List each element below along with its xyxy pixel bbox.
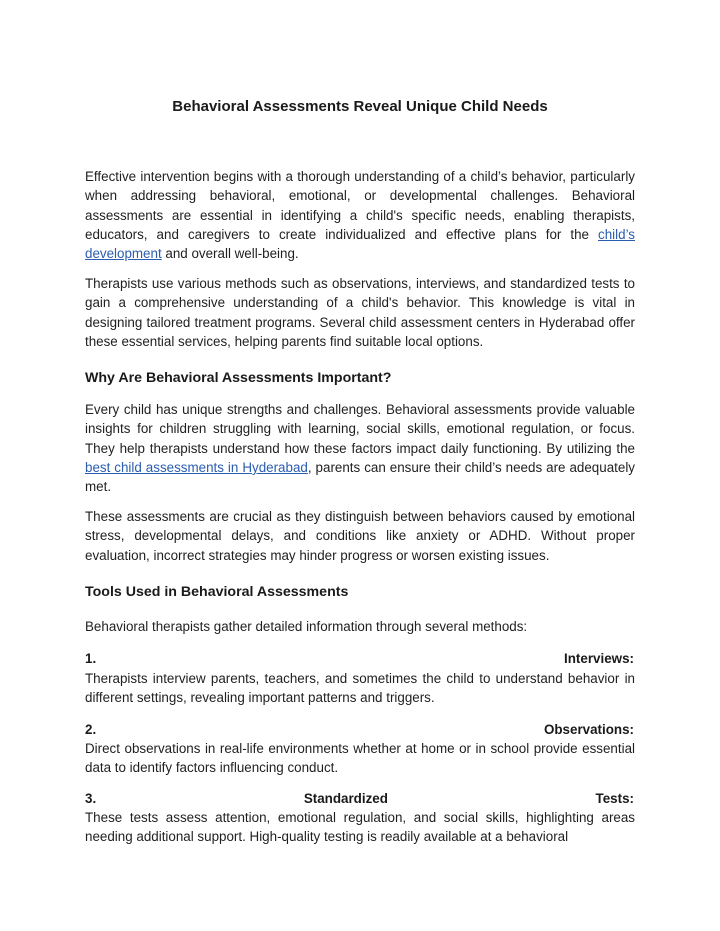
item-3-number: 3. (85, 791, 97, 806)
best-child-assessments-link[interactable]: best child assessments in Hyderabad (85, 459, 308, 475)
importance-paragraph-1 (85, 400, 635, 496)
intro-paragraph-2: Therapists use various methods such as observations, interviews, and standardized tests to gain a comprehensive understanding of a child's behavior. This knowledge is vital in designing tailored treatment programs. Several child assessment centers in Hyderabad offer these essential services, helping parents find suitable local options. (85, 276, 635, 349)
intro-paragraph-1 (85, 167, 635, 263)
item-3-label-part1: Standardized (303, 791, 388, 806)
item-2-body: Direct observations in real-life environments whether at home or in school provide essential data to identify factors influencing conduct. (85, 741, 635, 776)
intro-text-after: and overall well-being. (161, 246, 299, 262)
document-title: Behavioral Assessments Reveal Unique Child Needs (172, 98, 548, 115)
item-1-number: 1. (85, 651, 97, 666)
item-3-heading (85, 791, 634, 806)
item-1-label: Interviews: (564, 651, 634, 666)
item-1-heading (85, 651, 634, 666)
tools-intro: Behavioral therapists gather detailed information through several methods: (85, 619, 528, 634)
importance-text-before: Every child has unique strengths and challenges. Behavioral assessments provide valuable insights for children struggling with learning, social skills, emotional regulation, or focus. They help therapists understand how these factors impact daily functioning. By utilizing the (85, 402, 635, 456)
item-2-heading (85, 722, 634, 737)
importance-text-after: , parents can ensure their child’s needs are adequately met. (85, 459, 635, 495)
intro-text-before: Effective intervention begins with a thorough understanding of a child’s behavior, particularly when addressing behavioral, emotional, or developmental challenges. Behavioral assessments are essential in identifying a child's specific needs, enabling therapists, educators, and caregivers to create individualized and effective plans for the (85, 169, 635, 242)
importance-paragraph-2: These assessments are crucial as they distinguish between behaviors caused by emotional stress, developmental delays, and conditions like anxiety or ADHD. Without proper evaluation, incorrect strategies may hinder progress or worsen existing issues. (85, 509, 635, 563)
section-heading-importance: Why Are Behavioral Assessments Important? (85, 370, 392, 386)
section-heading-tools: Tools Used in Behavioral Assessments (85, 584, 349, 600)
item-1-body: Therapists interview parents, teachers, and sometimes the child to understand behavior in different settings, revealing important patterns and triggers. (85, 671, 635, 706)
item-3-label-part2: Tests: (595, 791, 634, 806)
item-2-label: Observations: (543, 722, 634, 737)
child-development-link[interactable]: child’s development (85, 226, 635, 262)
item-3-body: These tests assess attention, emotional regulation, and social skills, highlighting areas needing additional support. High-quality testing is readily available at a behavioral (85, 810, 635, 845)
item-2-number: 2. (85, 722, 97, 737)
